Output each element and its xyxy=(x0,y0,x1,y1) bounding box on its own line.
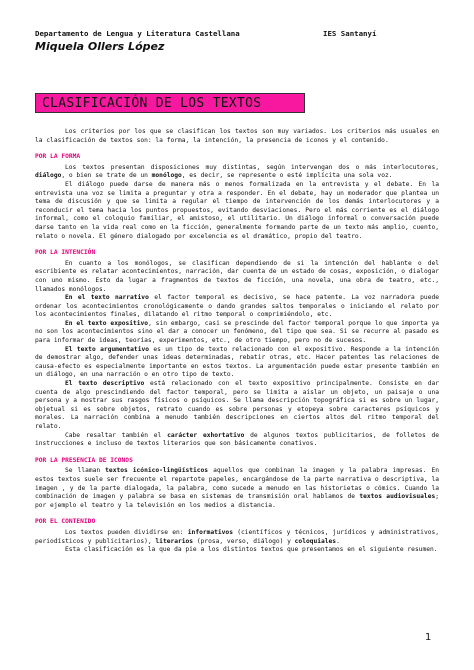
document-body xyxy=(35,128,439,555)
paragraph: En el texto narrativo el factor temporal es decisivo, se hace patente. La voz narradora puede ordenar los acontecimientos cronológicamente o dando grandes saltos temporales o iniciando el relato por los acontecimientos finales, dilatando el ritmo temporal o comprimiéndolo, etc. xyxy=(35,294,439,319)
paragraph: El texto argumentativo es un tipo de texto relacionado con el expositivo. Responde a la intención de demostrar algo, defender unas ideas determinadas, rebatir otras, etc. Hacer patentes las relaciones de causa-efecto es especialmente importante en estos textos. La argumentación puede estar presente también en un diálogo, en una narración o en otro tipo de texto. xyxy=(35,345,439,379)
page-title: CLASIFICACIÓN DE LOS TEXTOS xyxy=(42,96,262,111)
paragraph: Cabe resaltar también el carácter exhortativo de algunos textos publicitarios, de folletos de instrucciones e incluso de textos literarios que son básicamente conativos. xyxy=(35,431,439,448)
section-heading-intencion: POR LA INTENCIÓN xyxy=(35,249,96,257)
paragraph: El texto descriptivo está relacionado con el texto expositivo principalmente. Consiste en dar cuenta de algo prescindiendo del factor temporal, pero se limita a aislar un objeto, un paisaje o una persona y a mostrar sus rasgos físicos o psíquicos. Se llama descripción topográfica si es sobre un lugar, objetual si es sobre objetos, retrato cuando es sobre personas y etopeya sobre caracteres psíquicos y morales. La narración combina a menudo también descripciones en ciertos altos del ritmo temporal del relato. xyxy=(35,380,439,430)
title-banner xyxy=(35,93,305,113)
paragraph: Los textos pueden dividirse en: informativos (científicos y técnicos, jurídicos y administrativos, periodísticos y publicitarios), literarios (prosa, verso, diálogo) y coloquiales. xyxy=(35,528,439,545)
section-heading-iconos: POR LA PRESENCIA DE ICONOS xyxy=(35,456,133,464)
paragraph: Esta clasificación es la que da pie a los distintos textos que presentamos en el siguiente resumen. xyxy=(65,546,438,554)
paragraph: En el texto expositivo, sin embargo, casi se prescinde del factor temporal porque lo que importa ya no son los acontecimientos sino el dar a conocer un fenómeno, del tipo que sea. Si se recurre al pasado es para informar de ideas, teorías, experimentos, etc., de otro tiempo, pero no de sucesos. xyxy=(35,319,439,345)
page-number: 1 xyxy=(425,632,432,643)
header-department: Departamento de Lengua y Literatura Castellana xyxy=(35,29,240,38)
section-heading-forma: POR LA FORMA xyxy=(35,153,81,161)
paragraph: Se llaman textos icónico-lingüísticos aquellos que combinan la imagen y la palabra impresas. En estos textos suele ser frecuente el repartote papeles, encargándose de la parte narrativa o descriptiva, la imagen , y de la parte dialogada, la palabra, como sucede a menudo en las historietas o cómics. Cuando la combinación de imagen y palabra se basa en sistemas de transmisión oral hablamos de textos audiovisuales; por ejemplo el teatro y la televisión en los medios a distancia. xyxy=(35,467,439,509)
author-name: Miquela Ollers López xyxy=(35,40,165,53)
paragraph: Los textos presentan disposiciones muy distintas, según intervengan dos o más interlocutores, diálogo, o bien se trate de un monólogo, es decir, se represente o esté implícita una sola voz. xyxy=(35,163,439,180)
paragraph: En cuanto a los monólogos, se clasifican dependiendo de si la intención del hablante o del escribiente es relatar acontecimientos, narración, dar cuenta de un estado de cosas, exposición, o dialogar con uno mismo. Esto da lugar a fragmentos de textos de ficción, una novela, una obra de teatro, etc., llamados monólogos. xyxy=(35,259,439,293)
section-heading-contenido: POR EL CONTENIDO xyxy=(35,518,96,526)
paragraph: El diálogo puede darse de manera más o menos formalizada en la entrevista y el debate. En la entrevista una voz se limita a preguntar y otra a responder. En el debate, hay un moderador que plantea un tema de discusión y que se limita a regular el tiempo de intervención de los demás interlocutores y a reconducir el tema hacia los puntos propuestos, evitando desviaciones. Pero el más corriente es el diálogo informal, como el coloquio familiar, el amistoso, el utilitario. Un diálogo informal o conversación puede darse tanto en la vida real como en la ficción, generalmente formando parte de un texto más amplio, cuento, relato o novela. El género dialogado por excelencia es el dramático, propio del teatro. xyxy=(35,180,439,240)
intro-paragraph: Los criterios por los que se clasifican los textos son muy variados. Los criterios más usuales en la clasificación de textos son: la forma, la intención, la presencia de iconos y el contenido. xyxy=(35,128,439,144)
header-school: IES Santanyí xyxy=(323,29,377,38)
